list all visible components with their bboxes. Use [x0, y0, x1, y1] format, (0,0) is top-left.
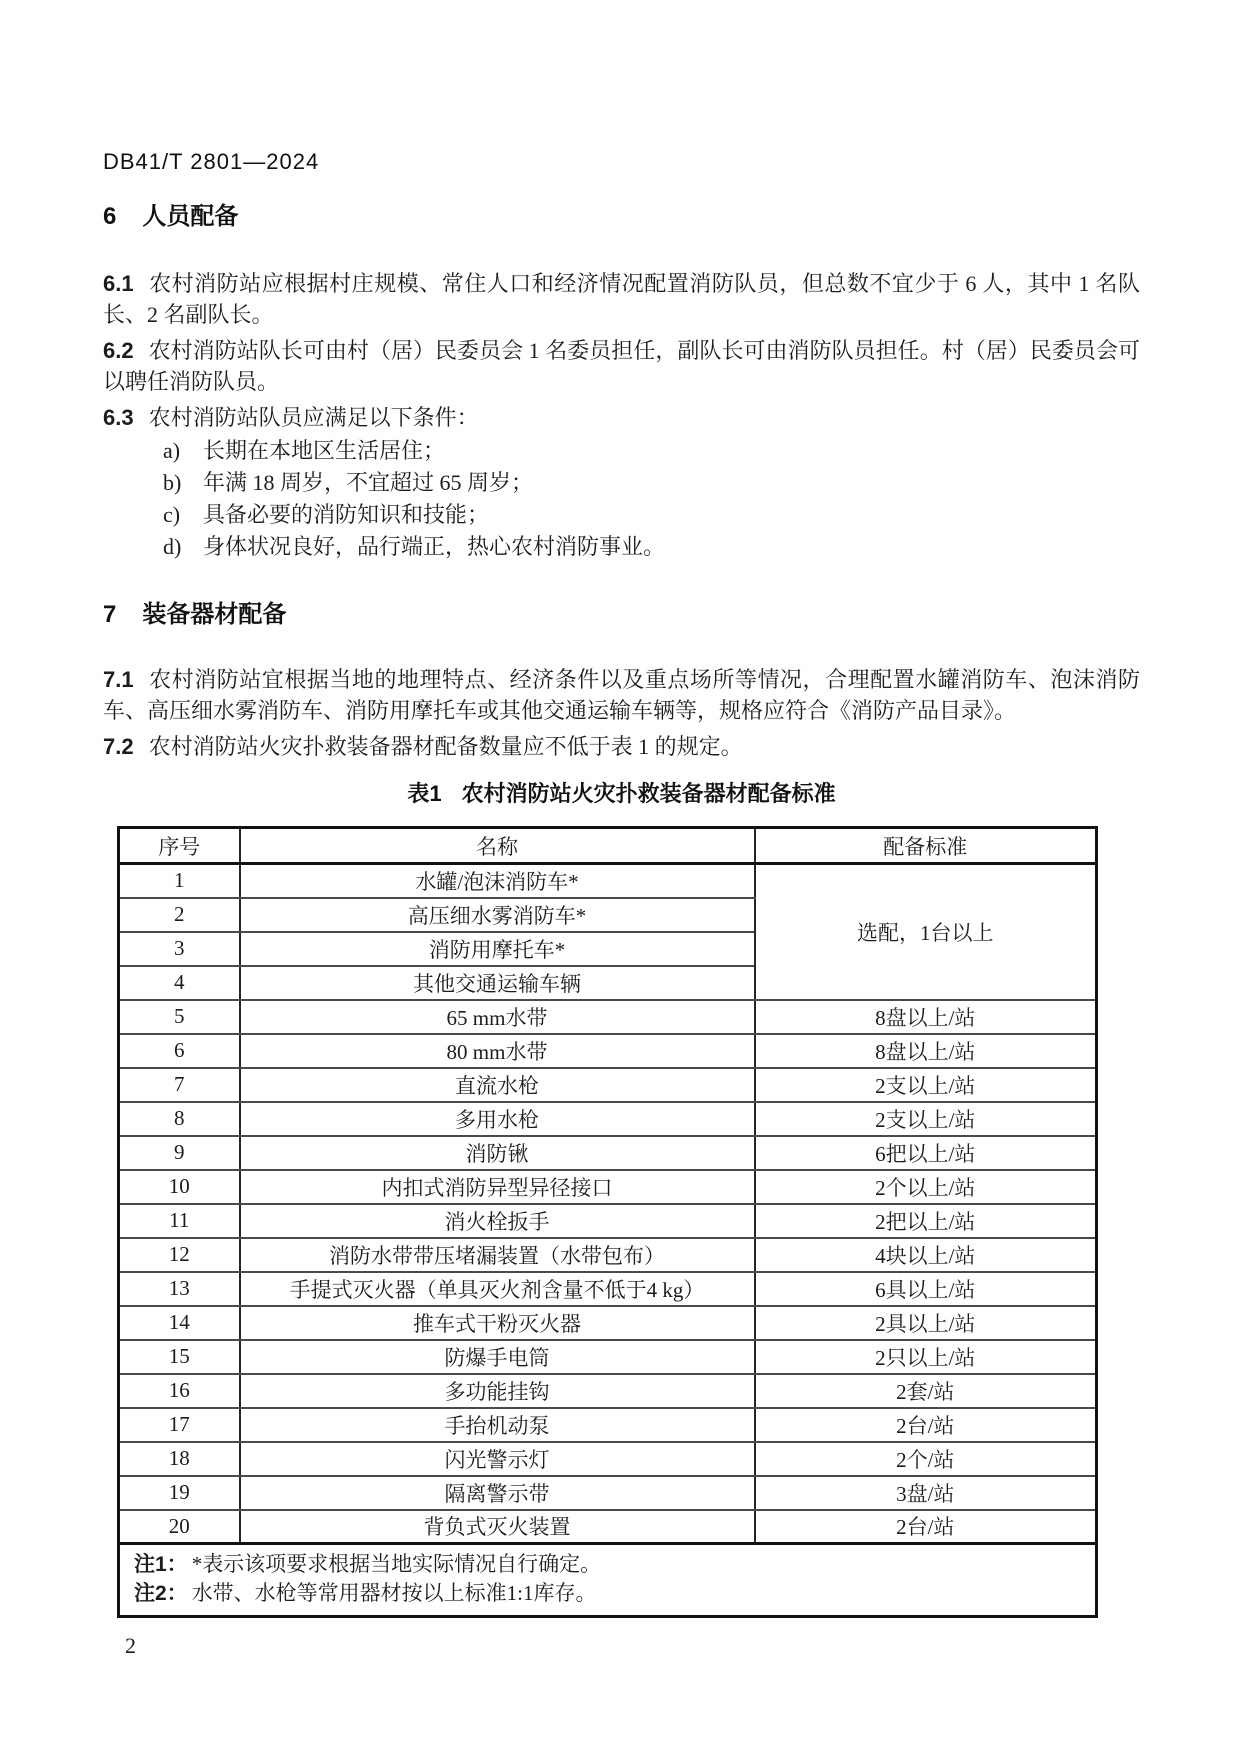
- cell-name: 直流水枪: [240, 1068, 755, 1102]
- cell-name: 消防锹: [240, 1136, 755, 1170]
- doc-number: DB41/T 2801—2024: [103, 149, 320, 174]
- cell-standard: 8盘以上/站: [755, 1000, 1097, 1034]
- cell-standard: 3盘/站: [755, 1476, 1097, 1510]
- cell-name: 多功能挂钩: [240, 1374, 755, 1408]
- clause-6-1-text: 农村消防站应根据村庄规模、常住人口和经济情况配置消防队员，但总数不宜少于 6 人，其中 1 名队长、2 名副队长。: [103, 271, 1140, 327]
- table-row: [119, 1204, 1097, 1238]
- table-row: [119, 1034, 1097, 1068]
- table-notes-cell: [119, 1544, 1097, 1617]
- clause-6-2-number: 6.2: [103, 338, 134, 363]
- clause-6-2-text: 农村消防站队长可由村（居）民委员会 1 名委员担任，副队长可由消防队员担任。村（居）民委员会可以聘任消防队员。: [103, 338, 1140, 394]
- table-row: [119, 1000, 1097, 1034]
- cell-no: 9: [119, 1136, 240, 1170]
- cell-no: 4: [119, 966, 240, 1000]
- section-7-number: 7: [103, 601, 117, 628]
- cell-standard: 2把以上/站: [755, 1204, 1097, 1238]
- section-6-title: 人员配备: [142, 203, 239, 230]
- table-row: [119, 1476, 1097, 1510]
- list-item-d-label: d): [163, 534, 182, 559]
- table-row: [119, 1442, 1097, 1476]
- table-note-1: [134, 1550, 1085, 1579]
- cell-standard: 2台/站: [755, 1510, 1097, 1544]
- table-header-row: [119, 828, 1097, 864]
- table-row: [119, 1136, 1097, 1170]
- list-item-c-label: c): [163, 502, 181, 527]
- cell-no: 13: [119, 1272, 240, 1306]
- cell-no: 6: [119, 1034, 240, 1068]
- table-caption-title: 农村消防站火灾扑救装备器材配备标准: [461, 781, 836, 806]
- clause-6-3-number: 6.3: [103, 405, 134, 430]
- list-item-a-label: a): [163, 438, 181, 463]
- cell-name: 消防用摩托车*: [240, 932, 755, 966]
- cell-no: 10: [119, 1170, 240, 1204]
- section-6-heading: [103, 204, 1140, 230]
- cell-no: 18: [119, 1442, 240, 1476]
- table-row: [119, 1238, 1097, 1272]
- cell-name: 80 mm水带: [240, 1034, 755, 1068]
- table-row: [119, 864, 1097, 898]
- cell-no: 17: [119, 1408, 240, 1442]
- cell-standard: 2具以上/站: [755, 1306, 1097, 1340]
- cell-name: 消防水带带压堵漏装置（水带包布）: [240, 1238, 755, 1272]
- table-note-1-label: 注1：: [134, 1553, 188, 1576]
- cell-standard-merged: 选配，1台以上: [755, 864, 1097, 1000]
- cell-name: 推车式干粉灭火器: [240, 1306, 755, 1340]
- list-item-a-text: 长期在本地区生活居住；: [203, 438, 446, 463]
- table-row: [119, 1068, 1097, 1102]
- cell-name: 水罐/泡沫消防车*: [240, 864, 755, 898]
- table-notes-row: [119, 1544, 1097, 1617]
- table-caption: [103, 782, 1140, 806]
- table-note-2-text: 水带、水枪等常用器材按以上标准1:1库存。: [191, 1581, 597, 1605]
- cell-standard: 6把以上/站: [755, 1136, 1097, 1170]
- table-row: [119, 1170, 1097, 1204]
- cell-no: 16: [119, 1374, 240, 1408]
- clause-6-3-text: 农村消防站队员应满足以下条件：: [148, 405, 479, 430]
- table-note-2: [134, 1579, 1085, 1608]
- cell-name: 内扣式消防异型异径接口: [240, 1170, 755, 1204]
- cell-name: 消火栓扳手: [240, 1204, 755, 1238]
- cell-standard: 2支以上/站: [755, 1068, 1097, 1102]
- table-row: [119, 1102, 1097, 1136]
- cell-standard: 2个以上/站: [755, 1170, 1097, 1204]
- table-note-2-label: 注2：: [134, 1582, 188, 1605]
- cell-no: 15: [119, 1340, 240, 1374]
- cell-name: 隔离警示带: [240, 1476, 755, 1510]
- table-row: [119, 1408, 1097, 1442]
- cell-name: 多用水枪: [240, 1102, 755, 1136]
- clause-6-1-number: 6.1: [103, 271, 134, 296]
- col-header-no: 序号: [119, 828, 240, 864]
- list-item-a: [103, 435, 1140, 466]
- table-row: [119, 1374, 1097, 1408]
- cell-standard: 4块以上/站: [755, 1238, 1097, 1272]
- cell-no: 12: [119, 1238, 240, 1272]
- cell-standard: 2台/站: [755, 1408, 1097, 1442]
- cell-no: 8: [119, 1102, 240, 1136]
- page-number: 2: [125, 1633, 136, 1658]
- table-row: [119, 1272, 1097, 1306]
- cell-name: 高压细水雾消防车*: [240, 898, 755, 932]
- clause-7-1-number: 7.1: [103, 667, 134, 692]
- list-item-c-text: 具备必要的消防知识和技能；: [203, 502, 490, 527]
- cell-standard: 6具以上/站: [755, 1272, 1097, 1306]
- cell-name: 手提式灭火器（单具灭火剂含量不低于4 kg）: [240, 1272, 755, 1306]
- clause-7-2-number: 7.2: [103, 734, 134, 759]
- cell-no: 2: [119, 898, 240, 932]
- cell-no: 3: [119, 932, 240, 966]
- list-item-b-text: 年满 18 周岁，不宜超过 65 周岁；: [203, 470, 534, 495]
- section-7-title: 装备器材配备: [142, 601, 287, 628]
- clause-7-2-text: 农村消防站火灾扑救装备器材配备数量应不低于表 1 的规定。: [148, 734, 743, 759]
- cell-name: 手抬机动泵: [240, 1408, 755, 1442]
- col-header-name: 名称: [240, 828, 755, 864]
- table-row: [119, 1340, 1097, 1374]
- cell-no: 20: [119, 1510, 240, 1544]
- cell-standard: 8盘以上/站: [755, 1034, 1097, 1068]
- cell-name: 65 mm水带: [240, 1000, 755, 1034]
- cell-no: 11: [119, 1204, 240, 1238]
- list-item-d-text: 身体状况良好，品行端正，热心农村消防事业。: [203, 534, 666, 559]
- col-header-standard: 配备标准: [755, 828, 1097, 864]
- table-caption-label: 表1: [407, 781, 442, 806]
- table-note-1-text: *表示该项要求根据当地实际情况自行确定。: [191, 1552, 602, 1576]
- clause-7-1: [103, 664, 1140, 726]
- cell-no: 1: [119, 864, 240, 898]
- section-6-number: 6: [103, 203, 117, 230]
- clause-6-3: [103, 402, 1140, 433]
- cell-no: 19: [119, 1476, 240, 1510]
- clause-7-1-text: 农村消防站宜根据当地的地理特点、经济条件以及重点场所等情况，合理配置水罐消防车、泡沫消防车、高压细水雾消防车、消防用摩托车或其他交通运输车辆等，规格应符合《消防产品目录》。: [103, 667, 1140, 723]
- cell-standard: 2个/站: [755, 1442, 1097, 1476]
- table-row: [119, 1306, 1097, 1340]
- cell-standard: 2只以上/站: [755, 1340, 1097, 1374]
- list-item-b: [103, 467, 1140, 498]
- table-row: [119, 1510, 1097, 1544]
- cell-no: 7: [119, 1068, 240, 1102]
- cell-name: 闪光警示灯: [240, 1442, 755, 1476]
- clause-7-2: [103, 731, 1140, 762]
- clause-6-2: [103, 335, 1140, 397]
- conditions-list: [103, 435, 1140, 562]
- section-7-heading: [103, 602, 1140, 628]
- list-item-c: [103, 499, 1140, 530]
- clause-6-1: [103, 268, 1140, 330]
- cell-no: 5: [119, 1000, 240, 1034]
- cell-name: 其他交通运输车辆: [240, 966, 755, 1000]
- cell-no: 14: [119, 1306, 240, 1340]
- cell-name: 防爆手电筒: [240, 1340, 755, 1374]
- list-item-b-label: b): [163, 470, 182, 495]
- equipment-table: [117, 826, 1098, 1618]
- cell-standard: 2套/站: [755, 1374, 1097, 1408]
- cell-standard: 2支以上/站: [755, 1102, 1097, 1136]
- cell-name: 背负式灭火装置: [240, 1510, 755, 1544]
- list-item-d: [103, 531, 1140, 562]
